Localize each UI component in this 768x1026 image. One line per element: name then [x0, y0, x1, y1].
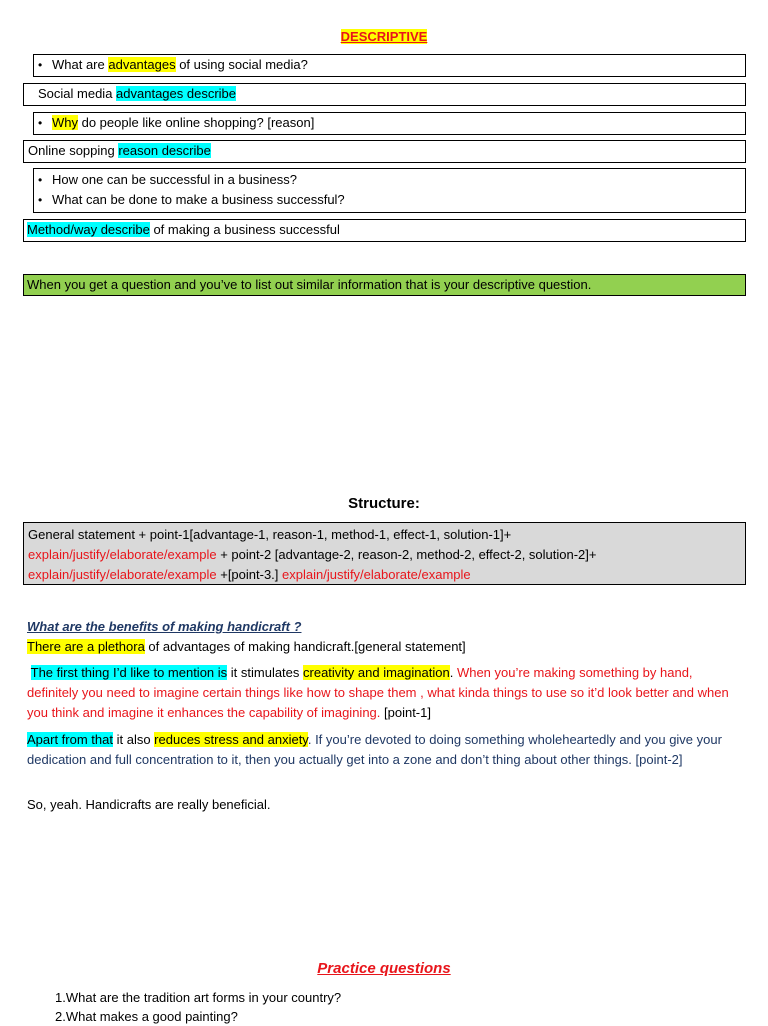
page-title	[0, 29, 768, 44]
question-1: • What are advantages of using social media?	[38, 55, 741, 75]
answer-box-1: Social media advantages describe	[23, 83, 746, 106]
question-2: • Why do people like online shopping? [reason]	[38, 113, 741, 133]
structure-line-2: explain/justify/elaborate/example + point-2 [advantage-2, reason-2, method-2, effect-2, solution-2]+	[28, 547, 597, 562]
paragraph-point-2: Apart from that it also reduces stress and anxiety. If you’re devoted to doing something wholeheartedly and you give your dedication and full concentration to it, then you actually get into a zone and don’t thing about other things. [point-2]	[27, 732, 722, 767]
structure-line-1: General statement + point-1[advantage-1, reason-1, method-1, effect-1, solution-1]+	[28, 527, 512, 542]
paragraph-point-1: The first thing I’d like to mention is it stimulates creativity and imagination. When you’re making something by hand, definitely you need to imagine certain things like how to shape them , what kinda things to use so it’d look better and when you think and imagine it enhances the capability of imagining. [point-1]	[27, 665, 729, 720]
structure-title: Structure:	[348, 495, 420, 512]
practice-item-2: 2.What makes a good painting?	[55, 1009, 238, 1024]
structure-line-3: explain/justify/elaborate/example +[point-3.] explain/justify/elaborate/example	[28, 567, 471, 582]
page-title-text: DESCRIPTIVE	[340, 29, 428, 44]
question-box-2	[33, 112, 746, 135]
question-box-1	[33, 54, 746, 77]
practice-item-1: 1.What are the tradition art forms in your country?	[55, 990, 342, 1005]
question-box-3	[33, 168, 746, 213]
example-question: What are the benefits of making handicraft ?	[27, 619, 302, 634]
structure-box	[23, 522, 746, 585]
practice-list	[55, 988, 341, 1026]
paragraph-general-statement: There are a plethora of advantages of making handicraft.[general statement]	[27, 639, 466, 654]
question-3b: • What can be done to make a business successful?	[38, 190, 741, 210]
descriptive-note: When you get a question and you’ve to list out similar information that is your descriptive question.	[23, 274, 746, 296]
practice-title: Practice questions	[317, 960, 451, 977]
paragraph-conclusion: So, yeah. Handicrafts are really beneficial.	[27, 797, 271, 812]
answer-box-3: Method/way describe of making a business successful	[23, 219, 746, 242]
question-3a: • How one can be successful in a business?	[38, 170, 741, 190]
answer-box-2: Online sopping reason describe	[23, 140, 746, 163]
